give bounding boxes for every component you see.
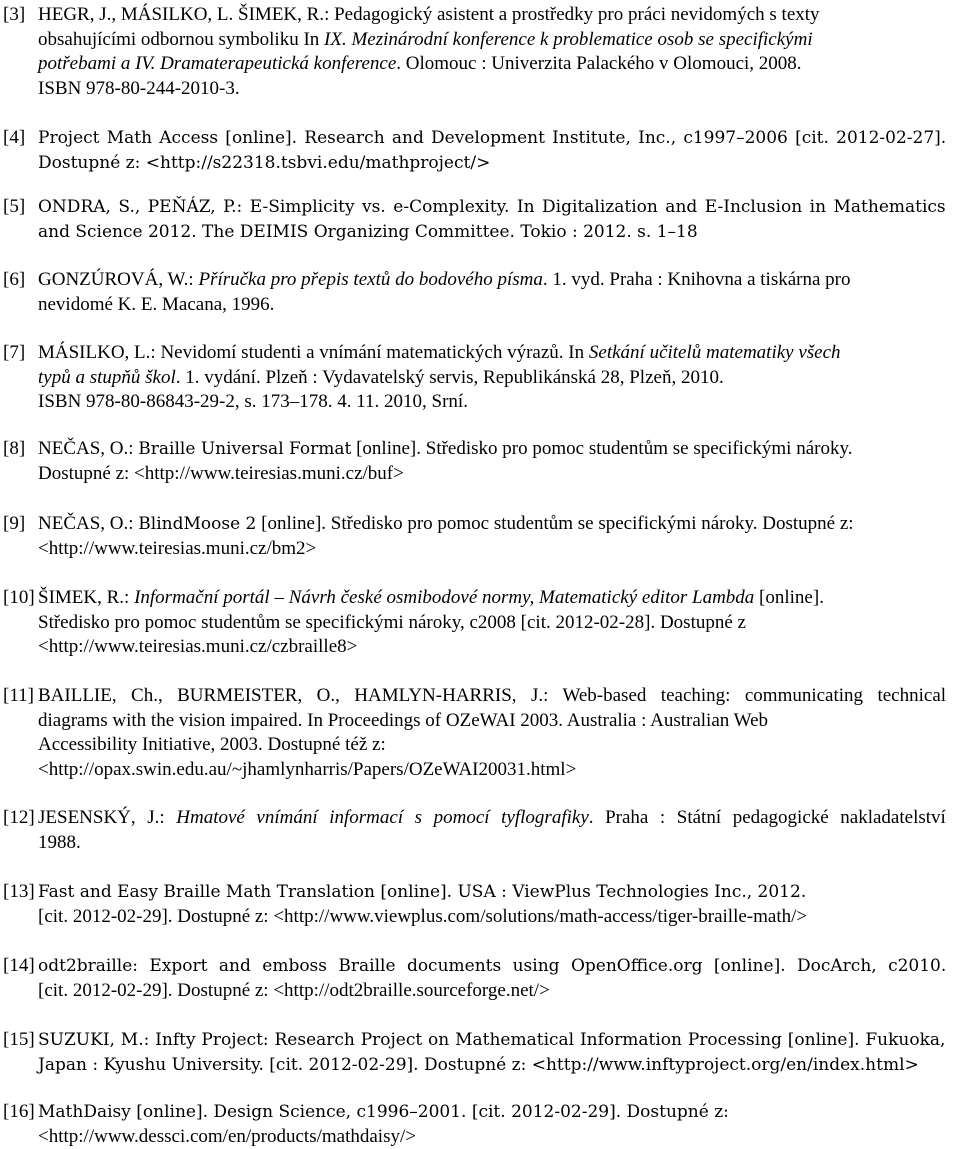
reference-number: [16] [3, 1101, 35, 1122]
reference-text: BlindMoose 2 [138, 514, 257, 534]
reference-text: MathDaisy [online]. Design Science, c1996–2001. [cit. 2012-02-29]. Dostupné z: [38, 1102, 729, 1122]
reference-line [38, 758, 576, 782]
reference-text: ISBN 978-80-244-2010-3. [38, 77, 240, 99]
reference-text: NEČAS, O.: [38, 438, 139, 459]
reference-number: [4] [3, 127, 26, 148]
reference-text: ŠIMEK, R.: [38, 587, 135, 608]
reference-text: [cit. 2012-02-29]. Dostupné z: <http://odt2braille.sourceforge.net/> [38, 979, 550, 1001]
reference-text: Středisko pro pomoc studentům se specifickými nároky, c2008 [cit. 2012-02-28]. Dostupné z [38, 611, 746, 633]
reference-line [38, 28, 813, 52]
reference-text: IX. Mezinárodní konference k problematice osob se specifickými [324, 28, 813, 50]
reference-text: SUZUKI, M.: Infty Project: Research Project on Mathematical Information Processing [online]. Fukuoka, [38, 1030, 946, 1050]
reference-line [38, 293, 274, 317]
reference-text: obsahujícími odbornou symboliku In [38, 28, 325, 50]
reference-line [38, 880, 806, 904]
reference-text: ONDRA, S., PEŇÁZ, P.: E-Simplicity vs. e-Complexity. In Digitalization and E-Inclusion in Mathematics [38, 197, 946, 217]
reference-text: . 1. vydání. Plzeň : Vydavatelský servis, Republikánská 28, Plzeň, 2010. [175, 366, 724, 388]
reference-line [38, 220, 698, 244]
reference-line [38, 77, 240, 101]
reference-line [38, 462, 404, 486]
reference-line [38, 831, 81, 855]
reference-number: [9] [3, 513, 26, 534]
reference-line [38, 390, 468, 414]
reference-line [38, 366, 724, 390]
reference-text: HEGR, J., MÁSILKO, L. ŠIMEK, R.: Pedagogický asistent a prostředky pro práci nevidomých s texty [38, 4, 820, 25]
reference-text: [online]. Středisko pro pomoc studentům se specifickými nároky. [351, 438, 853, 459]
reference-number: [5] [3, 196, 26, 217]
reference-line [38, 341, 841, 365]
reference-number: [15] [3, 1029, 35, 1050]
reference-text: Accessibility Initiative, 2003. Dostupné též z: [38, 734, 386, 755]
reference-number: [7] [3, 342, 26, 363]
reference-line [38, 1100, 729, 1124]
reference-text: Dostupné z: <http://s22318.tsbvi.edu/mathproject/> [38, 152, 491, 173]
reference-number: [13] [3, 881, 35, 902]
reference-text: ISBN 978-80-86843-29-2, s. 173–178. 4. 11. 2010, Srní. [38, 391, 468, 412]
reference-text: diagrams with the vision impaired. In Proceedings of OZeWAI 2003. Australia : Australian Web [38, 709, 768, 731]
reference-text: Příručka pro přepis textů do bodového písma [198, 269, 543, 290]
reference-text: [cit. 2012-02-29]. Dostupné z: <http://www.viewplus.com/solutions/math-access/tiger-braille-math/> [38, 905, 808, 927]
reference-line [38, 586, 824, 610]
reference-line [38, 1125, 416, 1149]
reference-text: Fast and Easy Braille Math Translation [online]. USA : ViewPlus Technologies Inc., 2012. [38, 882, 807, 902]
reference-line [38, 733, 386, 757]
reference-line [38, 512, 854, 536]
reference-text: Informační portál – Návrh české osmibodové normy, Matematický editor Lambda [134, 587, 755, 608]
reference-line [38, 611, 746, 635]
reference-text: JESENSKÝ, J.: [38, 807, 177, 828]
reference-number: [12] [3, 807, 35, 828]
reference-text: [online]. [754, 587, 824, 608]
reference-text: BAILLIE, Ch., BURMEISTER, O., HAMLYN-HARRIS, J.: Web-based teaching: communicating technical [38, 685, 947, 706]
reference-number: [10] [3, 587, 35, 608]
reference-line [38, 151, 490, 175]
reference-text: Braille Universal Format [138, 439, 352, 459]
reference-text: <http://opax.swin.edu.au/~jhamlynharris/Papers/OZeWAI20031.html> [38, 758, 577, 780]
reference-line [38, 1053, 919, 1077]
reference-line [38, 437, 852, 461]
reference-number: [6] [3, 269, 26, 290]
reference-text: potřebami a IV. Dramaterapeutická konference [38, 53, 397, 74]
reference-line [38, 905, 807, 929]
reference-text: nevidomé K. E. Macana, 1996. [38, 293, 275, 315]
reference-line [38, 1028, 945, 1052]
reference-number: [11] [3, 685, 34, 706]
reference-text: odt2braille: Export and emboss Braille documents using OpenOffice.org [online]. DocArch, c2010. [38, 956, 947, 976]
reference-line [38, 684, 946, 708]
reference-text: Japan : Kyushu University. [cit. 2012-02-29]. Dostupné z: <http://www.inftyproject.org/en/index.html> [38, 1054, 919, 1075]
reference-line [38, 979, 550, 1003]
reference-number: [14] [3, 955, 35, 976]
reference-text: typů a stupňů škol [38, 366, 176, 388]
reference-text: Dostupné z: <http://www.teiresias.muni.cz/buf> [38, 462, 404, 484]
reference-text: GONZÚROVÁ, W.: [38, 269, 199, 290]
reference-text: . Olomouc : Univerzita Palackého v Olomouci, 2008. [396, 53, 802, 74]
reference-line [38, 635, 357, 659]
reference-line [38, 806, 946, 830]
reference-text: <http://www.dessci.com/en/products/mathdaisy/> [38, 1125, 416, 1147]
reference-text: <http://www.teiresias.muni.cz/bm2> [38, 537, 317, 559]
reference-line [38, 537, 316, 561]
reference-text: . Praha : Státní pedagogické nakladatelství [588, 807, 946, 828]
reference-line [38, 954, 946, 978]
reference-number: [3] [3, 4, 26, 25]
reference-text: [online]. Středisko pro pomoc studentům se specifickými nároky. Dostupné z: [256, 513, 854, 534]
reference-text: Project Math Access [online]. Research and Development Institute, Inc., c1997–2006 [cit. 2012-02-27]. [38, 128, 947, 148]
reference-text: Setkání učitelů matematiky všech [588, 342, 841, 363]
reference-text: . 1. vyd. Praha : Knihovna a tiskárna pro [542, 269, 851, 290]
reference-text: 1988. [38, 831, 81, 853]
reference-line [38, 52, 802, 76]
reference-text: <http://www.teiresias.muni.cz/czbraille8> [38, 636, 358, 657]
reference-line [38, 268, 851, 292]
reference-number: [8] [3, 438, 26, 459]
reference-text: Hmatové vnímání informací s pomocí tyflografiky [176, 807, 589, 828]
reference-line [38, 195, 946, 219]
reference-text: NEČAS, O.: [38, 513, 139, 534]
reference-text: and Science 2012. The DEIMIS Organizing Committee. Tokio : 2012. s. 1–18 [38, 221, 698, 242]
reference-line [38, 709, 768, 733]
reference-text: MÁSILKO, L.: Nevidomí studenti a vnímání matematických výrazů. In [38, 342, 589, 363]
reference-line [38, 3, 820, 27]
reference-line [38, 126, 946, 150]
